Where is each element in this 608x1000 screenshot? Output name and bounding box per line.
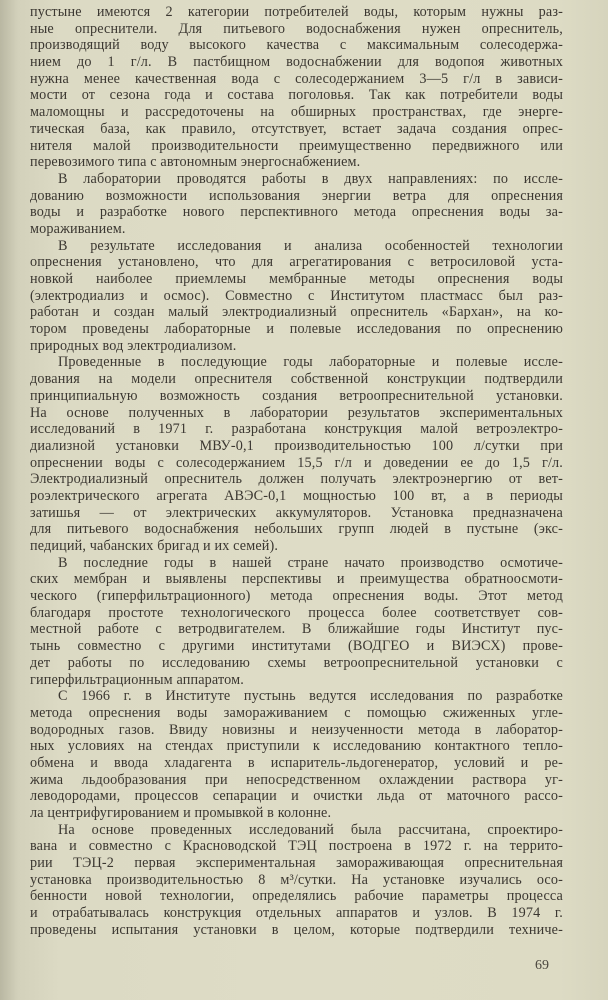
text-line: гиперфильтрационным аппаратом. — [30, 671, 244, 688]
text-line: В результате исследования и анализа особенностей технологии — [58, 237, 563, 254]
text-line: производящий воду высокого качества с максимальным солесодержа- — [30, 37, 563, 54]
paragraph — [30, 238, 563, 355]
text-line: бенности новой технологии, определялись рабочие параметры процесса — [30, 888, 563, 905]
paragraph — [30, 4, 563, 171]
text-line: метода опреснения воды замораживанием с помощью сжиженных угле- — [30, 704, 563, 721]
text-line: В последние годы в нашей стране начато производство осмотиче- — [58, 554, 563, 571]
text-line: для питьевого водоснабжения небольших групп людей в пустыне (экс- — [30, 521, 563, 538]
paragraph — [30, 688, 563, 822]
text-line: опреснении воды с солесодержанием 15,5 г/л и доведении ее до 1,5 г/л. — [30, 454, 563, 471]
text-line: нужна менее качественная вода с солесодержанием 3—5 г/л в зависи- — [30, 70, 563, 87]
text-line: рии ТЭЦ-2 первая экспериментальная замораживающая опреснительная — [30, 855, 563, 872]
text-line: дет работы по исследованию схемы ветроопреснительной установки с — [30, 654, 563, 671]
text-line: и отрабатывалась конструкция отдельных аппаратов и узлов. В 1974 г. — [30, 905, 563, 922]
text-line: На основе полученных в лаборатории результатов экспериментальных — [30, 404, 563, 421]
text-line: пустыне имеются 2 категории потребителей воды, которым нужны раз- — [30, 4, 563, 20]
text-line: леводородами, процессов сепарации и очистки льда от маточного рассо- — [30, 788, 563, 805]
text-line: опреснения установлено, что для агрегатирования с ветросиловой уста- — [30, 254, 563, 271]
text-line: работан и создан малый электродиализный опреснитель «Бархан», на ко- — [30, 304, 563, 321]
text-line: жима льдообразования при непосредственном охлаждении раствора уг- — [30, 771, 563, 788]
text-line: принципиальную возможность создания ветроопреснительной установки. — [30, 387, 563, 404]
text-line: На основе проведенных исследований была рассчитана, спроектиро- — [58, 821, 563, 838]
text-line: нием до 1 г/л. В пастбищном водоснабжении для водопоя животных — [30, 54, 563, 71]
paragraph — [30, 354, 563, 554]
text-line: ла центрифугированием и промывкой в колонне. — [30, 805, 332, 821]
text-line: перевозимого типа с автономным энергоснабжением. — [30, 154, 361, 171]
page-body-text — [30, 4, 563, 939]
paragraph — [30, 555, 563, 689]
text-line: Электродиализный опреснитель должен получать электроэнергию от вет- — [30, 471, 563, 488]
text-line: мораживанием. — [30, 220, 126, 237]
text-line: В лаборатории проводятся работы в двух направлениях: по иссле- — [58, 170, 563, 187]
text-line: природных вод электродиализом. — [30, 337, 237, 354]
text-line: нителя малой производительности преимущественно передвижного или — [30, 137, 563, 154]
text-line: обмена и ввода хладагента в испаритель-льдогенератор, условий и ре- — [30, 754, 563, 771]
text-line: затишья — от электрических аккумуляторов. Установка предназначена — [30, 504, 563, 521]
text-line: ческого (гиперфильтрационного) метода опреснения воды. Этот метод — [30, 588, 563, 605]
text-line: мости от сезона года и состава поголовья. Так как потребители воды — [30, 87, 563, 104]
text-line: установка производительностью 8 м³/сутки. На установке изучались осо- — [30, 871, 563, 888]
text-line: ных условиях на стендах приступили к исследованию контактного тепло- — [30, 738, 563, 755]
text-line: педиций, чабанских бригад и их семей). — [30, 538, 279, 554]
text-line: дования на модели опреснителя собственной конструкции подтвердили — [30, 371, 563, 388]
page-number: 69 — [535, 958, 549, 973]
text-line: тынь совместно с другими институтами (ВОДГЕО и ВИЭСХ) прове- — [30, 638, 563, 655]
text-line: водородных газов. Ввиду новизны и неизученности метода в лаборатор- — [30, 721, 563, 738]
text-line: тором проведены лабораторные и полевые исследования по опреснению — [30, 321, 563, 338]
text-line: благодаря простоте технологического процесса более соответствует сов- — [30, 604, 563, 621]
text-line: вана и совместно с Красноводской ТЭЦ построена в 1972 г. на террито- — [30, 838, 563, 855]
text-line: ные опреснители. Для питьевого водоснабжения нужен опреснитель, — [30, 20, 563, 37]
text-line: тическая база, как правило, отсутствует, встает задача создания опрес- — [30, 120, 563, 137]
text-line: местной работе с ветродвигателем. В ближайшие годы Институт пус- — [30, 621, 563, 638]
text-line: (электродиализ и осмос). Совместно с Институтом пластмасс был раз- — [30, 287, 563, 304]
text-line: исследований в 1971 г. разработана конструкция малой ветроэлектро- — [30, 421, 563, 438]
text-line: Проведенные в последующие годы лабораторные и полевые иссле- — [58, 354, 563, 371]
text-line: ских мембран и выявлены перспективы и преимущества обратноосмоти- — [30, 571, 563, 588]
text-line: маломощны и рассредоточены на обширных пространствах, где энерге- — [30, 104, 563, 121]
text-line: роэлектрического агрегата АВЭС-0,1 мощностью 100 вт, а в периоды — [30, 487, 563, 504]
paragraph — [30, 822, 563, 939]
text-line: С 1966 г. в Институте пустынь ведутся исследования по разработке — [58, 688, 563, 705]
text-line: воды и разработке нового перспективного метода опреснения воды за- — [30, 204, 563, 221]
paragraph — [30, 171, 563, 238]
text-line: диализной установки МВУ-0,1 производительностью 100 л/сутки при — [30, 437, 563, 454]
text-line: новкой наиболее приемлемы мембранные методы опреснения воды — [30, 271, 563, 287]
text-line: дованию возможности использования энергии ветра для опреснения — [30, 187, 563, 204]
text-line: проведены испытания установки в целом, которые подтвердили техниче- — [30, 921, 563, 938]
